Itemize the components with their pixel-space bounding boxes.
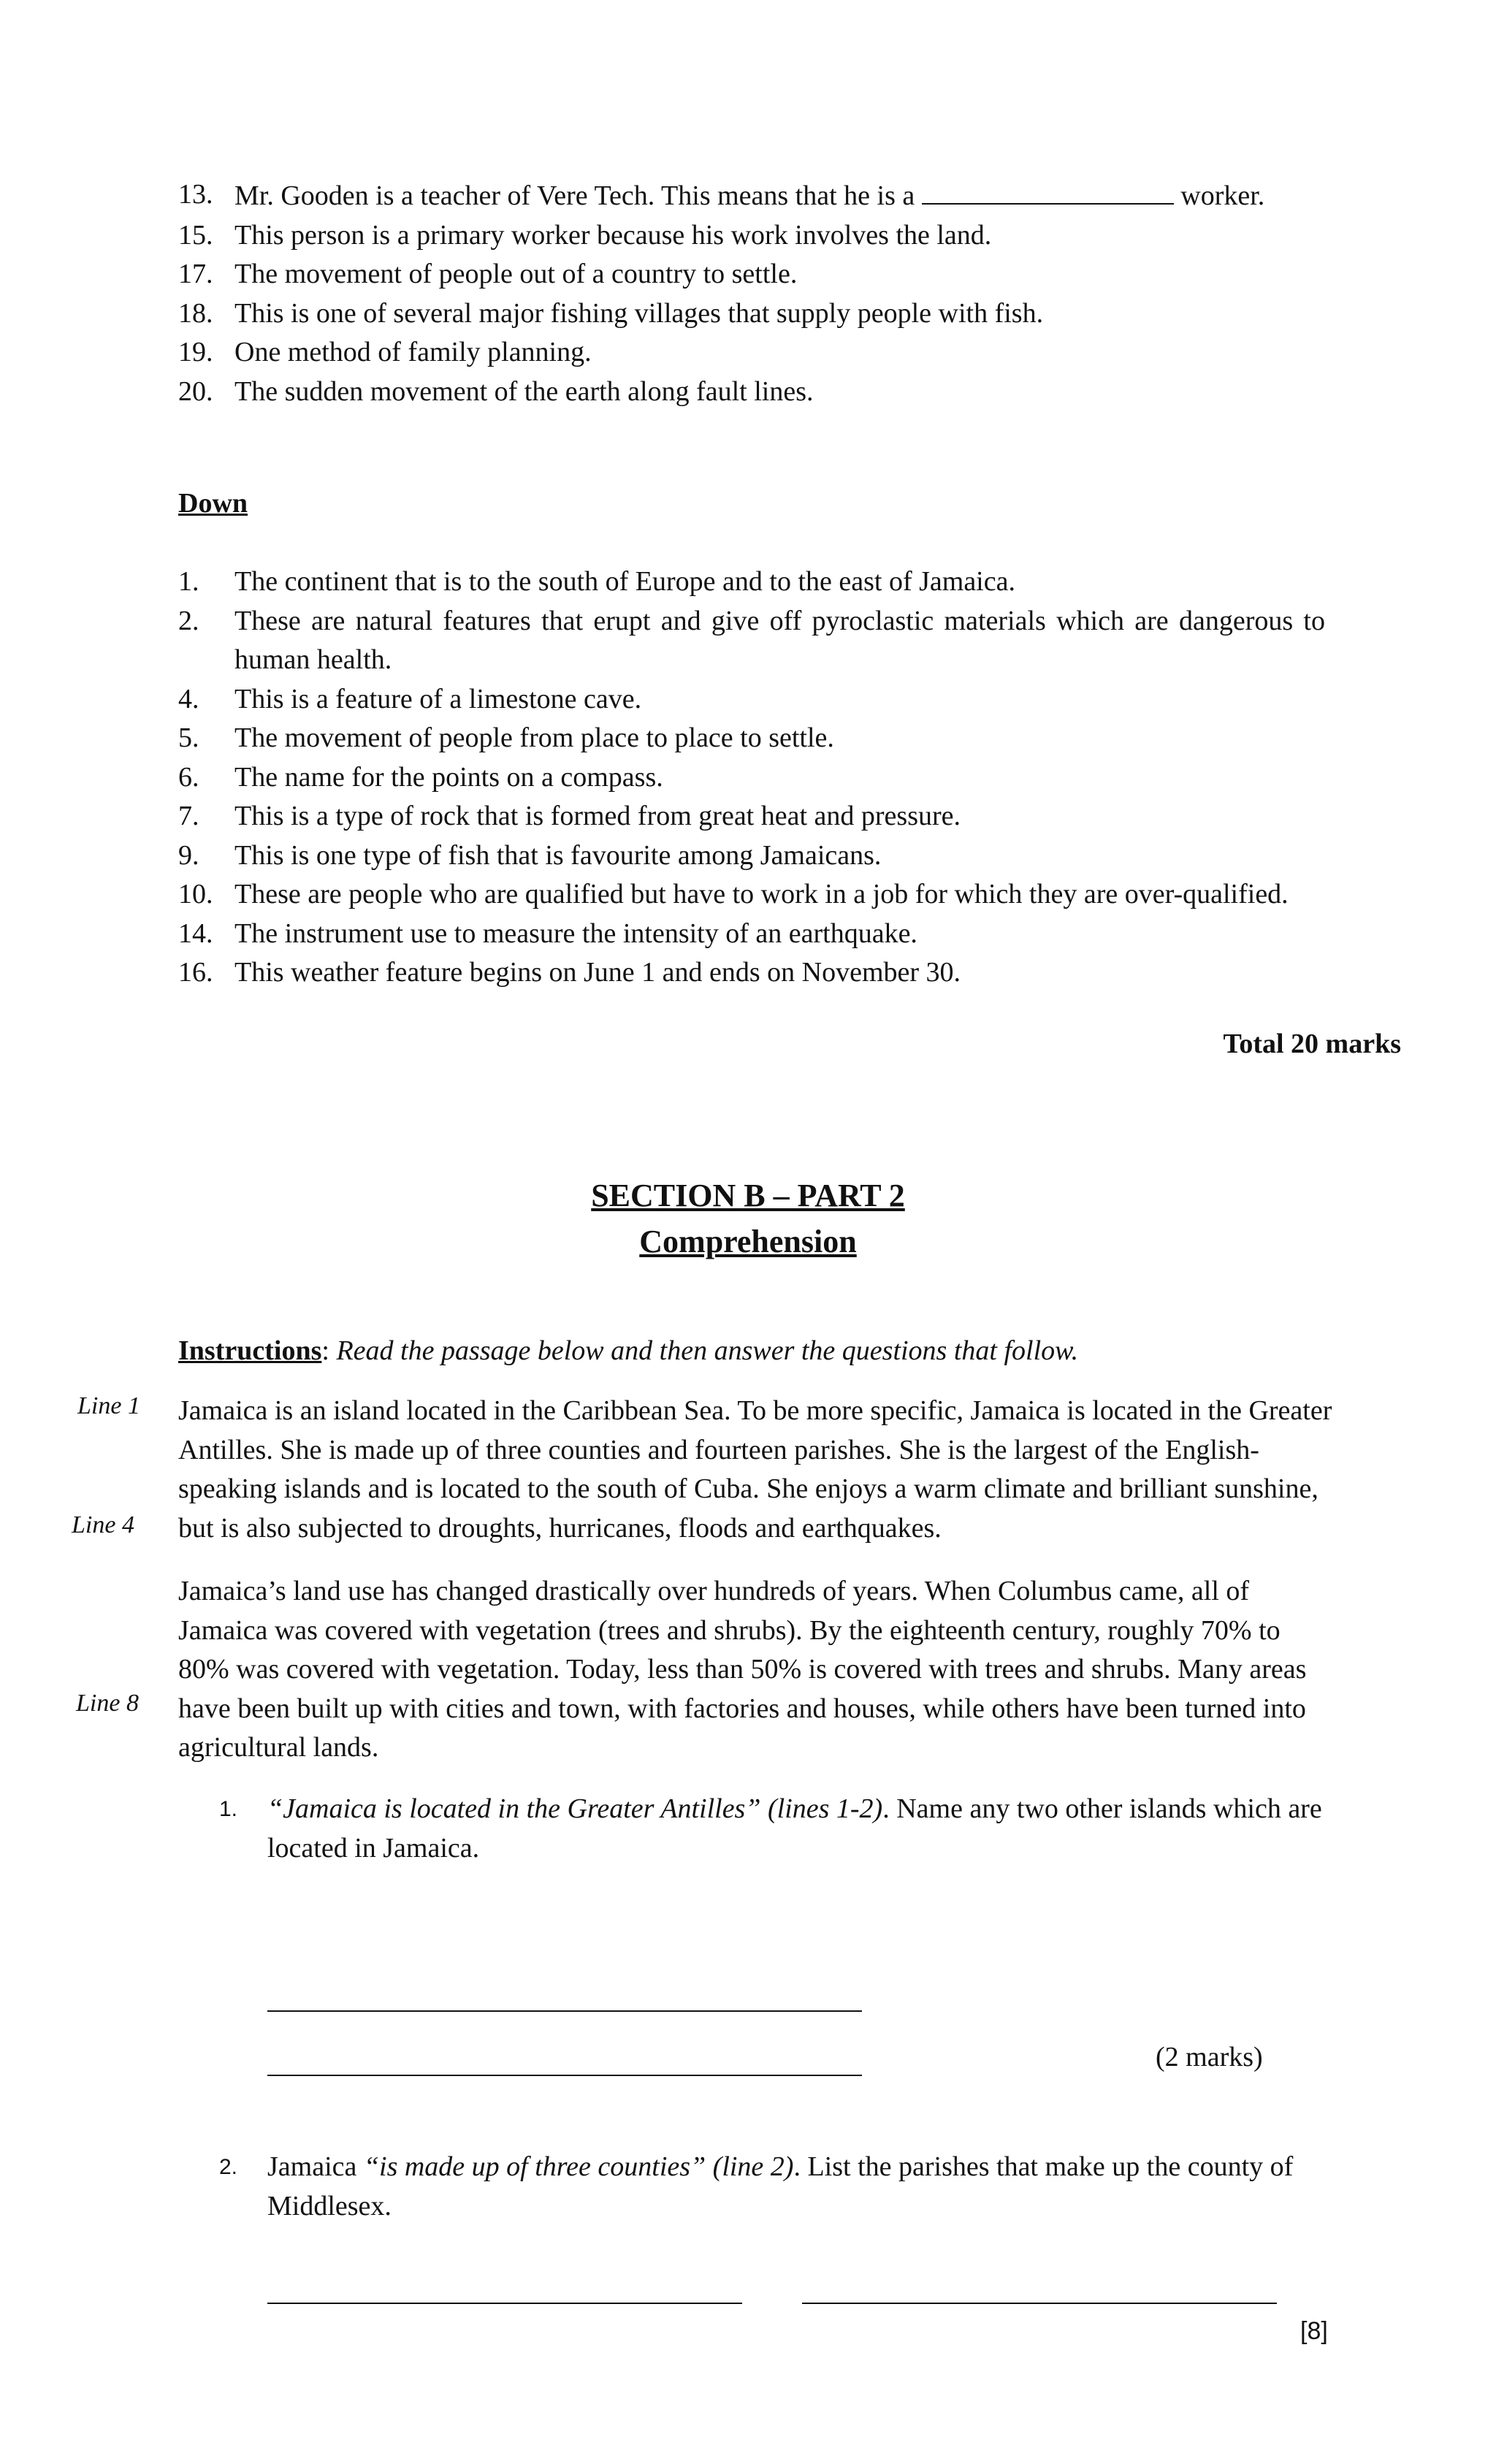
clue-number: 4. bbox=[178, 683, 199, 714]
clue-item bbox=[178, 758, 1325, 798]
answer-line[interactable] bbox=[267, 2010, 862, 2012]
question-text: “Jamaica is located in the Greater Antilles” (lines 1-2). Name any two other islands which are located in Jamaica. bbox=[267, 1793, 1322, 1864]
down-heading: Down bbox=[178, 488, 248, 519]
clue-text: The sudden movement of the earth along fault lines. bbox=[234, 375, 814, 407]
question-number: 2. bbox=[219, 2155, 238, 2179]
clue-text: These are natural features that erupt and give off pyroclastic materials which are dangerous to human health. bbox=[234, 605, 1325, 675]
passage-paragraph: Jamaica is an island located in the Caribbean Sea. To be more specific, Jamaica is located in the Greater Antilles. She is made up of three counties and fourteen parishes. She is the largest of the English-speaking islands and is located to the south of Cuba. She enjoys a warm climate and brilliant sunshine, but is also subjected to droughts, hurricanes, floods and earthquakes. bbox=[178, 1395, 1332, 1544]
clue-text: This is one of several major fishing villages that supply people with fish. bbox=[234, 297, 1044, 329]
clue-item bbox=[178, 680, 1325, 720]
answer-line[interactable] bbox=[802, 2303, 1277, 2304]
answer-line[interactable] bbox=[267, 2303, 742, 2304]
clue-number: 9. bbox=[178, 839, 199, 871]
clue-number: 7. bbox=[178, 801, 199, 831]
answer-line[interactable] bbox=[267, 2075, 862, 2076]
clue-text: This is a feature of a limestone cave. bbox=[234, 683, 642, 714]
clue-text: The continent that is to the south of Europe and to the east of Jamaica. bbox=[234, 566, 1015, 597]
question-text: Jamaica “is made up of three counties” (line 2). List the parishes that make up the county of Middlesex. bbox=[267, 2151, 1294, 2221]
section-title: SECTION B – PART 2 bbox=[591, 1178, 905, 1213]
clue-text: One method of family planning. bbox=[234, 337, 592, 367]
line-label: Line 4 bbox=[72, 1511, 134, 1538]
page-number: [8] bbox=[1300, 2317, 1328, 2345]
question-2 bbox=[219, 2148, 1337, 2226]
clue-text: These are people who are qualified but have to work in a job for which they are over-qualified. bbox=[234, 879, 1289, 909]
clue-number: 5. bbox=[178, 722, 199, 753]
clue-text: This is a type of rock that is formed from great heat and pressure. bbox=[234, 801, 961, 831]
clue-text: The movement of people out of a country to settle. bbox=[234, 259, 798, 289]
clue-number: 18. bbox=[178, 297, 213, 329]
section-subtitle: Comprehension bbox=[639, 1224, 857, 1259]
instructions: Instructions: Read the passage below and then answer the questions that follow. bbox=[178, 1335, 1079, 1366]
clue-item bbox=[178, 602, 1325, 680]
line-label: Line 8 bbox=[76, 1690, 139, 1717]
clue-item bbox=[178, 255, 1340, 294]
clue-item bbox=[178, 294, 1340, 334]
across-clues bbox=[178, 175, 1340, 411]
clue-number: 6. bbox=[178, 761, 199, 793]
passage-paragraph: Jamaica’s land use has changed drastically over hundreds of years. When Columbus came, all of Jamaica was covered with vegetation (trees and shrubs). By the eighteenth century, roughly 70% to 80% was covered with vegetation. Today, less than 50% is covered with trees and shrubs. Many areas have been built up with cities and town, with factories and houses, while others have been turned into agricultural lands. bbox=[178, 1576, 1307, 1763]
clue-number: 2. bbox=[178, 605, 199, 636]
down-clues bbox=[178, 562, 1325, 993]
clue-number: 1. bbox=[178, 566, 199, 597]
clue-text: This is one type of fish that is favourite among Jamaicans. bbox=[234, 839, 882, 871]
question-1 bbox=[219, 1790, 1337, 1868]
clue-item bbox=[178, 216, 1340, 256]
clue-item bbox=[178, 953, 1325, 993]
clue-number: 15. bbox=[178, 219, 213, 251]
clue-text: Mr. Gooden is a teacher of Vere Tech. This means that he is a worker. bbox=[234, 175, 1340, 216]
clue-item bbox=[178, 719, 1325, 758]
clue-number: 19. bbox=[178, 337, 213, 367]
instructions-label: Instructions bbox=[178, 1335, 322, 1366]
fill-in-blank[interactable] bbox=[922, 175, 1174, 205]
clue-number: 16. bbox=[178, 957, 213, 988]
clue-text: This person is a primary worker because his work involves the land. bbox=[234, 219, 992, 251]
clue-text: This weather feature begins on June 1 and ends on November 30. bbox=[234, 957, 961, 988]
clue-number: 14. bbox=[178, 918, 213, 949]
total-marks: Total 20 marks bbox=[1223, 1029, 1401, 1059]
clue-text: The instrument use to measure the intensity of an earthquake. bbox=[234, 918, 917, 949]
clue-text: The movement of people from place to place to settle. bbox=[234, 722, 834, 753]
question-marks: (2 marks) bbox=[1156, 2042, 1263, 2072]
instructions-text: Read the passage below and then answer the questions that follow. bbox=[336, 1335, 1079, 1366]
clue-item bbox=[178, 333, 1340, 373]
clue-item bbox=[178, 915, 1325, 954]
line-label: Line 1 bbox=[77, 1392, 140, 1419]
clue-text: The name for the points on a compass. bbox=[234, 761, 663, 793]
clue-number: 10. bbox=[178, 879, 213, 909]
clue-item bbox=[178, 373, 1340, 412]
clue-item bbox=[178, 797, 1325, 836]
clue-item bbox=[178, 562, 1325, 602]
clue-item bbox=[178, 875, 1325, 915]
question-number: 1. bbox=[219, 1797, 238, 1821]
clue-item bbox=[178, 836, 1325, 876]
clue-number: 17. bbox=[178, 259, 213, 289]
clue-item bbox=[178, 175, 1340, 216]
clue-number: 20. bbox=[178, 375, 213, 407]
clue-number: 13. bbox=[178, 179, 213, 210]
